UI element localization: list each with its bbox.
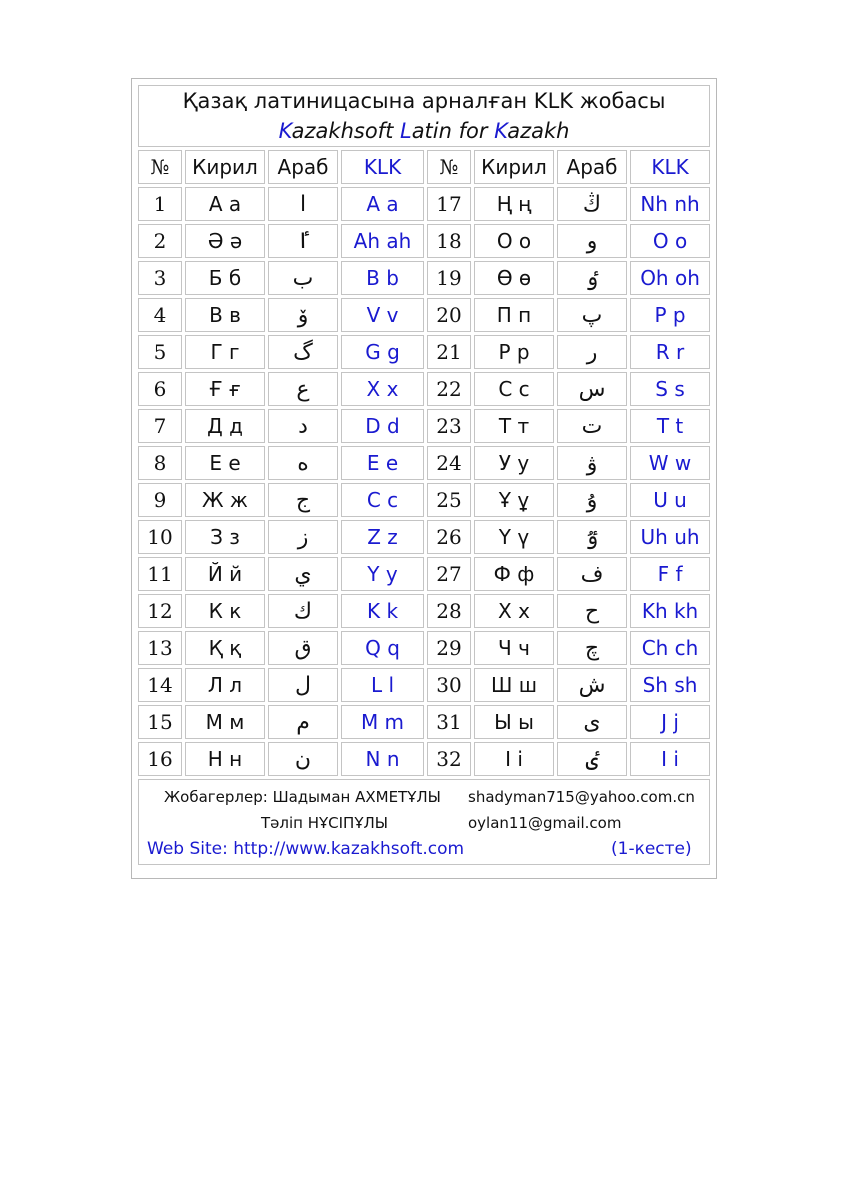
cell-number-2: 27 bbox=[427, 557, 471, 591]
cell-klk-2: Ch ch bbox=[630, 631, 710, 665]
cell-arabic-1: ق bbox=[268, 631, 338, 665]
cell-number-1: 8 bbox=[138, 446, 182, 480]
email-1: shadyman715@yahoo.com.cn bbox=[468, 788, 695, 806]
cell-number-2: 20 bbox=[427, 298, 471, 332]
title-initial-k2: K bbox=[494, 119, 508, 143]
cell-cyrillic-2: Ч ч bbox=[474, 631, 554, 665]
table-row bbox=[138, 261, 710, 295]
header-klk-2: KLK bbox=[630, 150, 710, 184]
cell-cyrillic-1: К к bbox=[185, 594, 265, 628]
cell-cyrillic-2: Ұ ұ bbox=[474, 483, 554, 517]
cell-arabic-1: ل bbox=[268, 668, 338, 702]
cell-number-1: 5 bbox=[138, 335, 182, 369]
cell-arabic-1: ك bbox=[268, 594, 338, 628]
header-klk-1: KLK bbox=[341, 150, 424, 184]
cell-arabic-1: ع bbox=[268, 372, 338, 406]
cell-cyrillic-1: М м bbox=[185, 705, 265, 739]
cell-arabic-1: ٵ bbox=[268, 224, 338, 258]
cell-klk-1: C c bbox=[341, 483, 424, 517]
header-arabic-1: Араб bbox=[268, 150, 338, 184]
table-row bbox=[138, 409, 710, 443]
cell-klk-2: T t bbox=[630, 409, 710, 443]
cell-number-1: 14 bbox=[138, 668, 182, 702]
cell-klk-2: Oh oh bbox=[630, 261, 710, 295]
cell-klk-1: A a bbox=[341, 187, 424, 221]
cell-arabic-2: ر bbox=[557, 335, 627, 369]
cell-arabic-1: ب bbox=[268, 261, 338, 295]
cell-cyrillic-1: З з bbox=[185, 520, 265, 554]
cell-arabic-2: ت bbox=[557, 409, 627, 443]
header-number-1: № bbox=[138, 150, 182, 184]
table-footer bbox=[138, 779, 710, 865]
cell-cyrillic-1: Г г bbox=[185, 335, 265, 369]
cell-number-1: 10 bbox=[138, 520, 182, 554]
table-row bbox=[138, 224, 710, 258]
table-row bbox=[138, 742, 710, 776]
cell-klk-2: F f bbox=[630, 557, 710, 591]
cell-klk-1: K k bbox=[341, 594, 424, 628]
cell-number-2: 31 bbox=[427, 705, 471, 739]
cell-cyrillic-2: Ө ө bbox=[474, 261, 554, 295]
email-2: oylan11@gmail.com bbox=[468, 814, 622, 832]
cell-number-1: 13 bbox=[138, 631, 182, 665]
table-row bbox=[138, 631, 710, 665]
title-part-azakhsoft: azakhsoft bbox=[291, 119, 400, 143]
authors-line-2: Тәліп НҰСІПҰЛЫ bbox=[261, 814, 389, 832]
cell-number-1: 2 bbox=[138, 224, 182, 258]
cell-arabic-2: ٷ bbox=[557, 520, 627, 554]
cell-number-1: 9 bbox=[138, 483, 182, 517]
title-part-azakh: azakh bbox=[507, 119, 570, 143]
alphabet-table-frame bbox=[131, 78, 717, 879]
cell-arabic-2: ۋ bbox=[557, 446, 627, 480]
cell-number-1: 12 bbox=[138, 594, 182, 628]
table-row bbox=[138, 594, 710, 628]
table-row bbox=[138, 483, 710, 517]
cell-klk-1: B b bbox=[341, 261, 424, 295]
title-part-atin-for: atin for bbox=[411, 119, 495, 143]
cell-cyrillic-1: Ә ә bbox=[185, 224, 265, 258]
header-arabic-2: Араб bbox=[557, 150, 627, 184]
table-row bbox=[138, 298, 710, 332]
cell-klk-1: E e bbox=[341, 446, 424, 480]
table-row bbox=[138, 668, 710, 702]
cell-arabic-2: ح bbox=[557, 594, 627, 628]
cell-number-2: 32 bbox=[427, 742, 471, 776]
cell-cyrillic-2: У у bbox=[474, 446, 554, 480]
cell-klk-2: Kh kh bbox=[630, 594, 710, 628]
cell-cyrillic-1: В в bbox=[185, 298, 265, 332]
header-row bbox=[138, 150, 710, 184]
cell-klk-1: N n bbox=[341, 742, 424, 776]
table-row bbox=[138, 335, 710, 369]
cell-arabic-2: ٶ bbox=[557, 261, 627, 295]
cell-klk-2: J j bbox=[630, 705, 710, 739]
table-row bbox=[138, 372, 710, 406]
cell-number-1: 1 bbox=[138, 187, 182, 221]
cell-klk-2: O o bbox=[630, 224, 710, 258]
header-number-2: № bbox=[427, 150, 471, 184]
cell-number-1: 16 bbox=[138, 742, 182, 776]
cell-number-2: 30 bbox=[427, 668, 471, 702]
cell-arabic-1: م bbox=[268, 705, 338, 739]
cell-klk-2: S s bbox=[630, 372, 710, 406]
cell-number-2: 25 bbox=[427, 483, 471, 517]
title-line-2 bbox=[139, 116, 709, 146]
cell-klk-1: Z z bbox=[341, 520, 424, 554]
cell-number-2: 23 bbox=[427, 409, 471, 443]
cell-number-1: 4 bbox=[138, 298, 182, 332]
title-initial-k1: K bbox=[278, 119, 292, 143]
cell-cyrillic-1: А а bbox=[185, 187, 265, 221]
cell-arabic-2: چ bbox=[557, 631, 627, 665]
cell-klk-2: P p bbox=[630, 298, 710, 332]
cell-klk-1: L l bbox=[341, 668, 424, 702]
cell-arabic-1: د bbox=[268, 409, 338, 443]
cell-number-1: 7 bbox=[138, 409, 182, 443]
cell-arabic-2: ش bbox=[557, 668, 627, 702]
cell-number-2: 22 bbox=[427, 372, 471, 406]
table-row bbox=[138, 705, 710, 739]
cell-cyrillic-1: Б б bbox=[185, 261, 265, 295]
title-initial-l: L bbox=[399, 119, 412, 143]
cell-arabic-1: ن bbox=[268, 742, 338, 776]
cell-cyrillic-1: Ғ ғ bbox=[185, 372, 265, 406]
cell-cyrillic-2: Ң ң bbox=[474, 187, 554, 221]
cell-cyrillic-1: Е е bbox=[185, 446, 265, 480]
table-row bbox=[138, 520, 710, 554]
cell-cyrillic-2: Р р bbox=[474, 335, 554, 369]
cell-klk-2: W w bbox=[630, 446, 710, 480]
cell-number-1: 15 bbox=[138, 705, 182, 739]
cell-number-1: 11 bbox=[138, 557, 182, 591]
cell-arabic-2: ڭ bbox=[557, 187, 627, 221]
cell-cyrillic-1: Н н bbox=[185, 742, 265, 776]
cell-klk-1: M m bbox=[341, 705, 424, 739]
table-label: (1-кесте) bbox=[611, 839, 692, 859]
cell-arabic-2: و bbox=[557, 224, 627, 258]
cell-cyrillic-1: Й й bbox=[185, 557, 265, 591]
authors-line-1: Жобагерлер: Шадыман АХМЕТҰЛЫ bbox=[164, 788, 441, 806]
cell-number-2: 17 bbox=[427, 187, 471, 221]
cell-arabic-1: گ bbox=[268, 335, 338, 369]
website-link[interactable]: Web Site: http://www.kazakhsoft.com bbox=[147, 839, 465, 859]
cell-arabic-1: ە bbox=[268, 446, 338, 480]
cell-klk-2: U u bbox=[630, 483, 710, 517]
cell-number-2: 19 bbox=[427, 261, 471, 295]
cell-klk-2: Nh nh bbox=[630, 187, 710, 221]
cell-number-2: 26 bbox=[427, 520, 471, 554]
cell-arabic-2: ۇ bbox=[557, 483, 627, 517]
cell-klk-1: G g bbox=[341, 335, 424, 369]
cell-arabic-2: پ bbox=[557, 298, 627, 332]
cell-arabic-1: ج bbox=[268, 483, 338, 517]
cell-cyrillic-2: С с bbox=[474, 372, 554, 406]
cell-number-1: 3 bbox=[138, 261, 182, 295]
cell-cyrillic-2: Ы ы bbox=[474, 705, 554, 739]
cell-number-2: 21 bbox=[427, 335, 471, 369]
cell-number-2: 18 bbox=[427, 224, 471, 258]
cell-klk-2: Uh uh bbox=[630, 520, 710, 554]
title-line-1: Қазақ латиницасына арналған KLK жобасы bbox=[182, 89, 666, 113]
cell-klk-1: D d bbox=[341, 409, 424, 443]
cell-cyrillic-1: Қ қ bbox=[185, 631, 265, 665]
cell-klk-1: Y y bbox=[341, 557, 424, 591]
cell-cyrillic-1: Д д bbox=[185, 409, 265, 443]
cell-arabic-1: ي bbox=[268, 557, 338, 591]
cell-klk-2: Sh sh bbox=[630, 668, 710, 702]
cell-klk-1: X x bbox=[341, 372, 424, 406]
cell-cyrillic-2: Ш ш bbox=[474, 668, 554, 702]
cell-klk-1: Ah ah bbox=[341, 224, 424, 258]
cell-klk-1: Q q bbox=[341, 631, 424, 665]
cell-number-2: 24 bbox=[427, 446, 471, 480]
cell-cyrillic-2: Т т bbox=[474, 409, 554, 443]
cell-cyrillic-2: П п bbox=[474, 298, 554, 332]
alphabet-table bbox=[135, 82, 713, 868]
table-row bbox=[138, 187, 710, 221]
cell-cyrillic-2: Ү ү bbox=[474, 520, 554, 554]
cell-cyrillic-2: Х х bbox=[474, 594, 554, 628]
cell-arabic-2: س bbox=[557, 372, 627, 406]
cell-arabic-1: ۆ bbox=[268, 298, 338, 332]
cell-number-2: 29 bbox=[427, 631, 471, 665]
cell-arabic-2: ف bbox=[557, 557, 627, 591]
cell-number-2: 28 bbox=[427, 594, 471, 628]
cell-number-1: 6 bbox=[138, 372, 182, 406]
cell-cyrillic-2: Ф ф bbox=[474, 557, 554, 591]
cell-cyrillic-1: Л л bbox=[185, 668, 265, 702]
table-title bbox=[138, 85, 710, 147]
cell-klk-2: R r bbox=[630, 335, 710, 369]
cell-arabic-1: ا bbox=[268, 187, 338, 221]
table-row bbox=[138, 446, 710, 480]
cell-arabic-2: ٸ bbox=[557, 742, 627, 776]
cell-cyrillic-1: Ж ж bbox=[185, 483, 265, 517]
cell-cyrillic-2: О о bbox=[474, 224, 554, 258]
cell-klk-2: I i bbox=[630, 742, 710, 776]
table-row bbox=[138, 557, 710, 591]
header-cyrillic-2: Кирил bbox=[474, 150, 554, 184]
cell-arabic-2: ى bbox=[557, 705, 627, 739]
cell-arabic-1: ز bbox=[268, 520, 338, 554]
cell-cyrillic-2: І і bbox=[474, 742, 554, 776]
header-cyrillic-1: Кирил bbox=[185, 150, 265, 184]
cell-klk-1: V v bbox=[341, 298, 424, 332]
